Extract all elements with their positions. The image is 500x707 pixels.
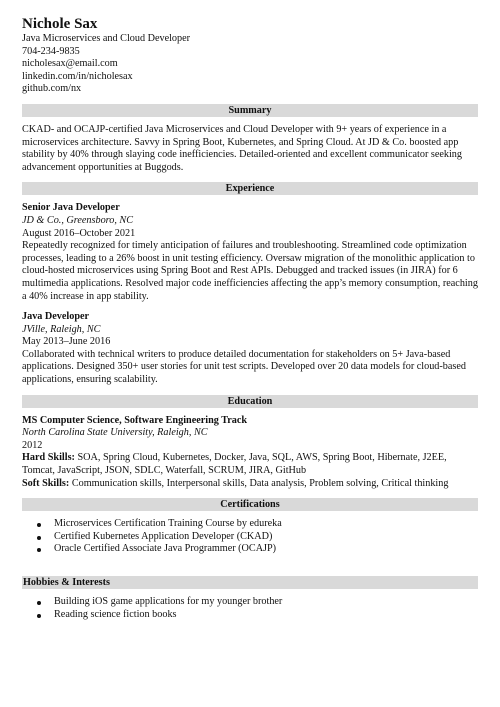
soft-skills-label: Soft Skills: (22, 477, 70, 489)
job-dates: August 2016–October 2021 (22, 227, 136, 239)
github-url: github.com/nx (22, 83, 82, 95)
job-description: Collaborated with technical writers to produce detailed documentation for stakeholders on 5+ Java-based applications. Designed 350+ user stories for unit test scripts. Developed over 20 data models for cloud-based applications, ensuring scalability. (22, 348, 466, 386)
candidate-name: Nichole Sax (22, 16, 98, 32)
job-entry (22, 202, 478, 303)
hobbies-list (22, 596, 478, 621)
school-name: North Carolina State University, Raleigh, NC (22, 427, 208, 439)
job-dates: May 2013–June 2016 (22, 336, 111, 348)
job-company: JD & Co., Greensboro, NC (22, 214, 134, 226)
job-company: JVille, Raleigh, NC (22, 323, 101, 335)
job-entry (22, 311, 478, 387)
job-title: Java Developer (22, 311, 90, 323)
hard-skills-list: SOA, Spring Cloud, Kubernetes, Docker, Java, SQL, AWS, Spring Boot, Hibernate, J2EE, Tomcat, JavaScript, JSON, SDLC, Waterfall, SCRUM, JIRA, GitHub (22, 452, 447, 477)
experience-heading: Experience (22, 182, 478, 195)
hobbies-heading: Hobbies & Interests (22, 576, 478, 589)
summary-text: CKAD- and OCAJP-certified Java Microservices and Cloud Developer with 9+ years of experience in a microservices architecture. Savvy in Spring Boot, Kubernetes, and Spring Cloud. At JD & Co. boosted app stability by 40% through slaying code inefficiencies. Detailed-oriented and excellent communicator seeking advancement opportunities at Buggods. (22, 123, 462, 173)
education-heading: Education (22, 395, 478, 408)
job-description: Repeatedly recognized for timely anticipation of failures and troubleshooting. Streamlined code optimization processes, leading to a 26% boost in unit testing efficiency. Oversaw migration of the monolithic application to cloud-hosted microservices using Spring Boot and Rest APIs. Debugged and tracked issues (in JIRA) for 6 multimedia applications. Resolved major code inefficiencies affecting the app’s memory consumption, reaching a 40% increase in app stability. (22, 240, 478, 302)
degree-title: MS Computer Science, Software Engineering Track (22, 414, 248, 426)
list-item: Microservices Certification Training Course by edureka (22, 518, 478, 531)
hard-skills-label: Hard Skills: (22, 452, 75, 464)
graduation-year: 2012 (22, 439, 43, 451)
resume-header (22, 16, 478, 96)
soft-skills (22, 478, 478, 491)
phone-number: 704-234-9835 (22, 45, 80, 57)
soft-skills-list: Communication skills, Interpersonal skills, Data analysis, Problem solving, Critical thinking (71, 477, 449, 489)
certifications-list (22, 518, 478, 556)
candidate-role: Java Microservices and Cloud Developer (22, 33, 191, 44)
list-item: Oracle Certified Associate Java Programmer (OCAJP) (22, 543, 478, 556)
list-item: Certified Kubernetes Application Developer (CKAD) (22, 531, 478, 544)
hard-skills (22, 452, 478, 477)
certifications-heading: Certifications (22, 498, 478, 511)
job-title: Senior Java Developer (22, 202, 120, 214)
list-item: Building iOS game applications for my younger brother (22, 596, 478, 609)
linkedin-url: linkedin.com/in/nicholesax (22, 70, 133, 82)
email-address: nicholesax@email.com (22, 58, 118, 70)
contact-block (22, 33, 478, 96)
list-item: Reading science fiction books (22, 609, 478, 622)
summary-heading: Summary (22, 104, 478, 117)
